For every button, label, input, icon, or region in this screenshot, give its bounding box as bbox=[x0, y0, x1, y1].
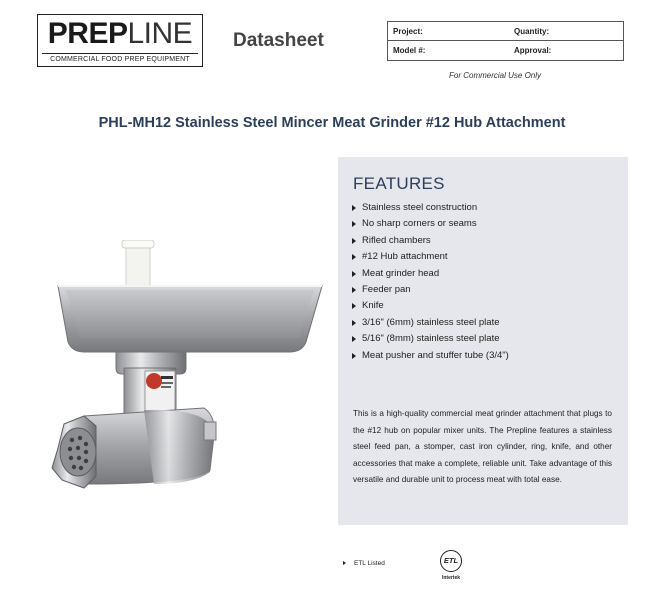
features-list bbox=[352, 200, 509, 364]
feature-item: Rifled chambers bbox=[352, 233, 509, 249]
features-heading: FEATURES bbox=[353, 174, 445, 193]
features-panel bbox=[338, 157, 628, 525]
etl-intertek-logo bbox=[438, 550, 464, 586]
feature-item: No sharp corners or seams bbox=[352, 216, 509, 232]
feature-item: 3/16" (6mm) stainless steel plate bbox=[352, 315, 509, 331]
feature-item: Feeder pan bbox=[352, 282, 509, 298]
logo-tagline: COMMERCIAL FOOD PREP EQUIPMENT bbox=[42, 53, 198, 63]
model-label: Model #: bbox=[393, 46, 426, 55]
project-info-table bbox=[387, 21, 624, 61]
logo-wordmark bbox=[38, 18, 202, 50]
logo-text-bold: PREP bbox=[47, 17, 128, 50]
logo-text-light: LINE bbox=[127, 17, 193, 50]
feature-item: Meat pusher and stuffer tube (3/4") bbox=[352, 348, 509, 364]
info-row-project bbox=[388, 22, 623, 41]
certification-item bbox=[343, 560, 385, 567]
product-title: PHL-MH12 Stainless Steel Mincer Meat Grinder #12 Hub Attachment bbox=[98, 115, 566, 131]
approval-label: Approval: bbox=[514, 46, 552, 55]
prepline-logo bbox=[37, 14, 203, 67]
bullet-arrow-icon bbox=[343, 561, 346, 565]
meat-grinder-attachment-photo bbox=[44, 240, 328, 530]
usage-note: For Commercial Use Only bbox=[449, 71, 542, 80]
intertek-label: Intertek bbox=[441, 575, 461, 581]
document-title: Datasheet bbox=[233, 30, 324, 51]
feature-item: Meat grinder head bbox=[352, 266, 509, 282]
feature-item: Knife bbox=[352, 298, 509, 314]
feature-item: 5/16" (8mm) stainless steel plate bbox=[352, 331, 509, 347]
quantity-label: Quantity: bbox=[514, 27, 550, 36]
certification-label: ETL Listed bbox=[354, 560, 385, 567]
etl-mark-icon: ETL bbox=[440, 550, 462, 572]
product-description: This is a high-quality commercial meat grinder attachment that plugs to the #12 hub on popular mixer units. The Prepline features a stainless steel feed pan, a stomper, cast iron cylinder, ring, knife, and other accessories that make a complete, reliable unit. Take advantage of this versatile and durable unit to process meat with total ease. bbox=[353, 409, 612, 485]
feature-item: Stainless steel construction bbox=[352, 200, 509, 216]
info-row-model bbox=[388, 41, 623, 59]
project-label: Project: bbox=[393, 27, 423, 36]
feature-item: #12 Hub attachment bbox=[352, 249, 509, 265]
